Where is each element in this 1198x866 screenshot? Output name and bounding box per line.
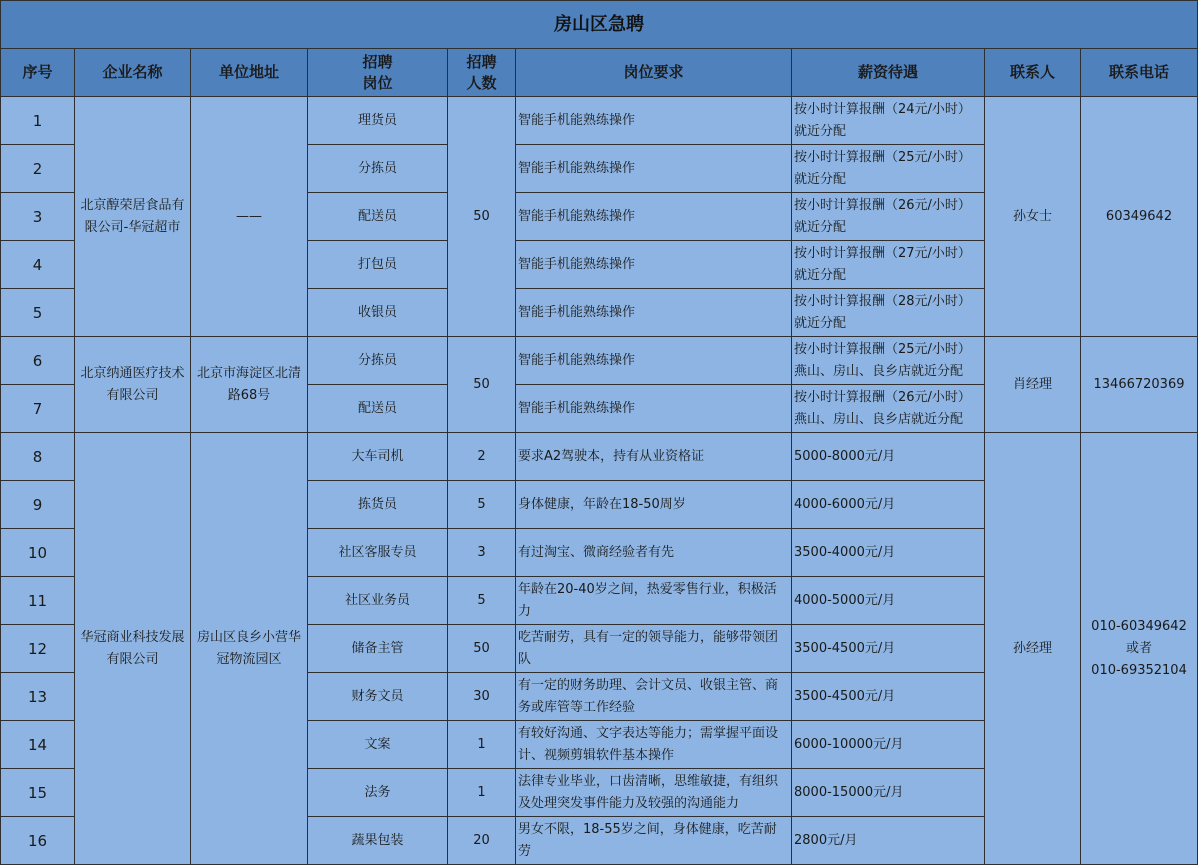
row-seq: 12 (1, 625, 75, 673)
job-requirement: 智能手机能熟练操作 (516, 145, 792, 193)
salary: 4000-5000元/月 (792, 577, 985, 625)
company-name: 北京醇荣居食品有限公司-华冠超市 (75, 97, 191, 337)
row-seq: 1 (1, 97, 75, 145)
row-seq: 3 (1, 193, 75, 241)
position-name: 分拣员 (308, 337, 448, 385)
job-requirement: 法律专业毕业，口齿清晰，思维敏捷，有组织及处理突发事件能力及较强的沟通能力 (516, 769, 792, 817)
hire-count: 50 (448, 97, 516, 337)
hire-count: 1 (448, 769, 516, 817)
salary: 按小时计算报酬（26元/小时） 就近分配 (792, 193, 985, 241)
position-name: 法务 (308, 769, 448, 817)
job-requirement: 智能手机能熟练操作 (516, 385, 792, 433)
row-seq: 13 (1, 673, 75, 721)
company-address: —— (191, 97, 308, 337)
salary: 3500-4500元/月 (792, 673, 985, 721)
hire-count: 1 (448, 721, 516, 769)
header-count: 招聘 人数 (448, 49, 516, 97)
salary: 3500-4000元/月 (792, 529, 985, 577)
hire-count: 20 (448, 817, 516, 865)
contact-phone: 010-60349642 或者 010-69352104 (1081, 433, 1198, 865)
header-position: 招聘 岗位 (308, 49, 448, 97)
contact-person: 孙经理 (985, 433, 1081, 865)
company-name: 北京纳通医疗技术有限公司 (75, 337, 191, 433)
salary: 3500-4500元/月 (792, 625, 985, 673)
position-name: 收银员 (308, 289, 448, 337)
job-requirement: 智能手机能熟练操作 (516, 241, 792, 289)
position-name: 社区业务员 (308, 577, 448, 625)
job-requirement: 有较好沟通、文字表达等能力；需掌握平面设计、视频剪辑软件基本操作 (516, 721, 792, 769)
position-name: 理货员 (308, 97, 448, 145)
position-name: 分拣员 (308, 145, 448, 193)
position-name: 配送员 (308, 385, 448, 433)
company-address: 房山区良乡小营华冠物流园区 (191, 433, 308, 865)
table-row (1, 97, 1198, 145)
position-name: 蔬果包装 (308, 817, 448, 865)
row-seq: 15 (1, 769, 75, 817)
header-contact: 联系人 (985, 49, 1081, 97)
salary: 按小时计算报酬（24元/小时） 就近分配 (792, 97, 985, 145)
hire-count: 2 (448, 433, 516, 481)
salary: 5000-8000元/月 (792, 433, 985, 481)
company-address: 北京市海淀区北清路68号 (191, 337, 308, 433)
table-row (1, 337, 1198, 385)
salary: 6000-10000元/月 (792, 721, 985, 769)
job-requirement: 智能手机能熟练操作 (516, 97, 792, 145)
job-requirement: 有一定的财务助理、会计文员、收银主管、商务或库管等工作经验 (516, 673, 792, 721)
row-seq: 2 (1, 145, 75, 193)
position-name: 打包员 (308, 241, 448, 289)
hire-count: 50 (448, 625, 516, 673)
company-name: 华冠商业科技发展有限公司 (75, 433, 191, 865)
hire-count: 3 (448, 529, 516, 577)
hire-count: 30 (448, 673, 516, 721)
job-requirement: 男女不限，18-55岁之间，身体健康，吃苦耐劳 (516, 817, 792, 865)
header-address: 单位地址 (191, 49, 308, 97)
position-name: 配送员 (308, 193, 448, 241)
job-requirement: 有过淘宝、微商经验者有先 (516, 529, 792, 577)
position-name: 社区客服专员 (308, 529, 448, 577)
position-name: 大车司机 (308, 433, 448, 481)
header-company: 企业名称 (75, 49, 191, 97)
salary: 2800元/月 (792, 817, 985, 865)
hire-count: 5 (448, 577, 516, 625)
row-seq: 11 (1, 577, 75, 625)
job-requirement: 智能手机能熟练操作 (516, 289, 792, 337)
header-seq: 序号 (1, 49, 75, 97)
row-seq: 5 (1, 289, 75, 337)
row-seq: 10 (1, 529, 75, 577)
job-requirement: 身体健康，年龄在18-50周岁 (516, 481, 792, 529)
position-name: 拣货员 (308, 481, 448, 529)
table-row (1, 433, 1198, 481)
contact-person: 肖经理 (985, 337, 1081, 433)
row-seq: 8 (1, 433, 75, 481)
header-row (1, 49, 1198, 97)
row-seq: 6 (1, 337, 75, 385)
position-name: 文案 (308, 721, 448, 769)
salary: 8000-15000元/月 (792, 769, 985, 817)
row-seq: 14 (1, 721, 75, 769)
salary: 按小时计算报酬（26元/小时） 燕山、房山、良乡店就近分配 (792, 385, 985, 433)
row-seq: 4 (1, 241, 75, 289)
salary: 按小时计算报酬（27元/小时） 就近分配 (792, 241, 985, 289)
job-requirement: 智能手机能熟练操作 (516, 337, 792, 385)
job-requirement: 年龄在20-40岁之间，热爱零售行业，积极活力 (516, 577, 792, 625)
header-salary: 薪资待遇 (792, 49, 985, 97)
hire-count: 5 (448, 481, 516, 529)
row-seq: 7 (1, 385, 75, 433)
salary: 按小时计算报酬（28元/小时） 就近分配 (792, 289, 985, 337)
contact-person: 孙女士 (985, 97, 1081, 337)
position-name: 财务文员 (308, 673, 448, 721)
salary: 按小时计算报酬（25元/小时） 燕山、房山、良乡店就近分配 (792, 337, 985, 385)
contact-phone: 60349642 (1081, 97, 1198, 337)
header-requirement: 岗位要求 (516, 49, 792, 97)
row-seq: 9 (1, 481, 75, 529)
job-requirement: 智能手机能熟练操作 (516, 193, 792, 241)
job-requirement: 吃苦耐劳，具有一定的领导能力，能够带领团队 (516, 625, 792, 673)
salary: 按小时计算报酬（25元/小时） 就近分配 (792, 145, 985, 193)
hire-count: 50 (448, 337, 516, 433)
contact-phone: 13466720369 (1081, 337, 1198, 433)
row-seq: 16 (1, 817, 75, 865)
sheet-title: 房山区急聘 (1, 1, 1198, 49)
position-name: 储备主管 (308, 625, 448, 673)
job-requirement: 要求A2驾驶本，持有从业资格证 (516, 433, 792, 481)
salary: 4000-6000元/月 (792, 481, 985, 529)
header-phone: 联系电话 (1081, 49, 1198, 97)
